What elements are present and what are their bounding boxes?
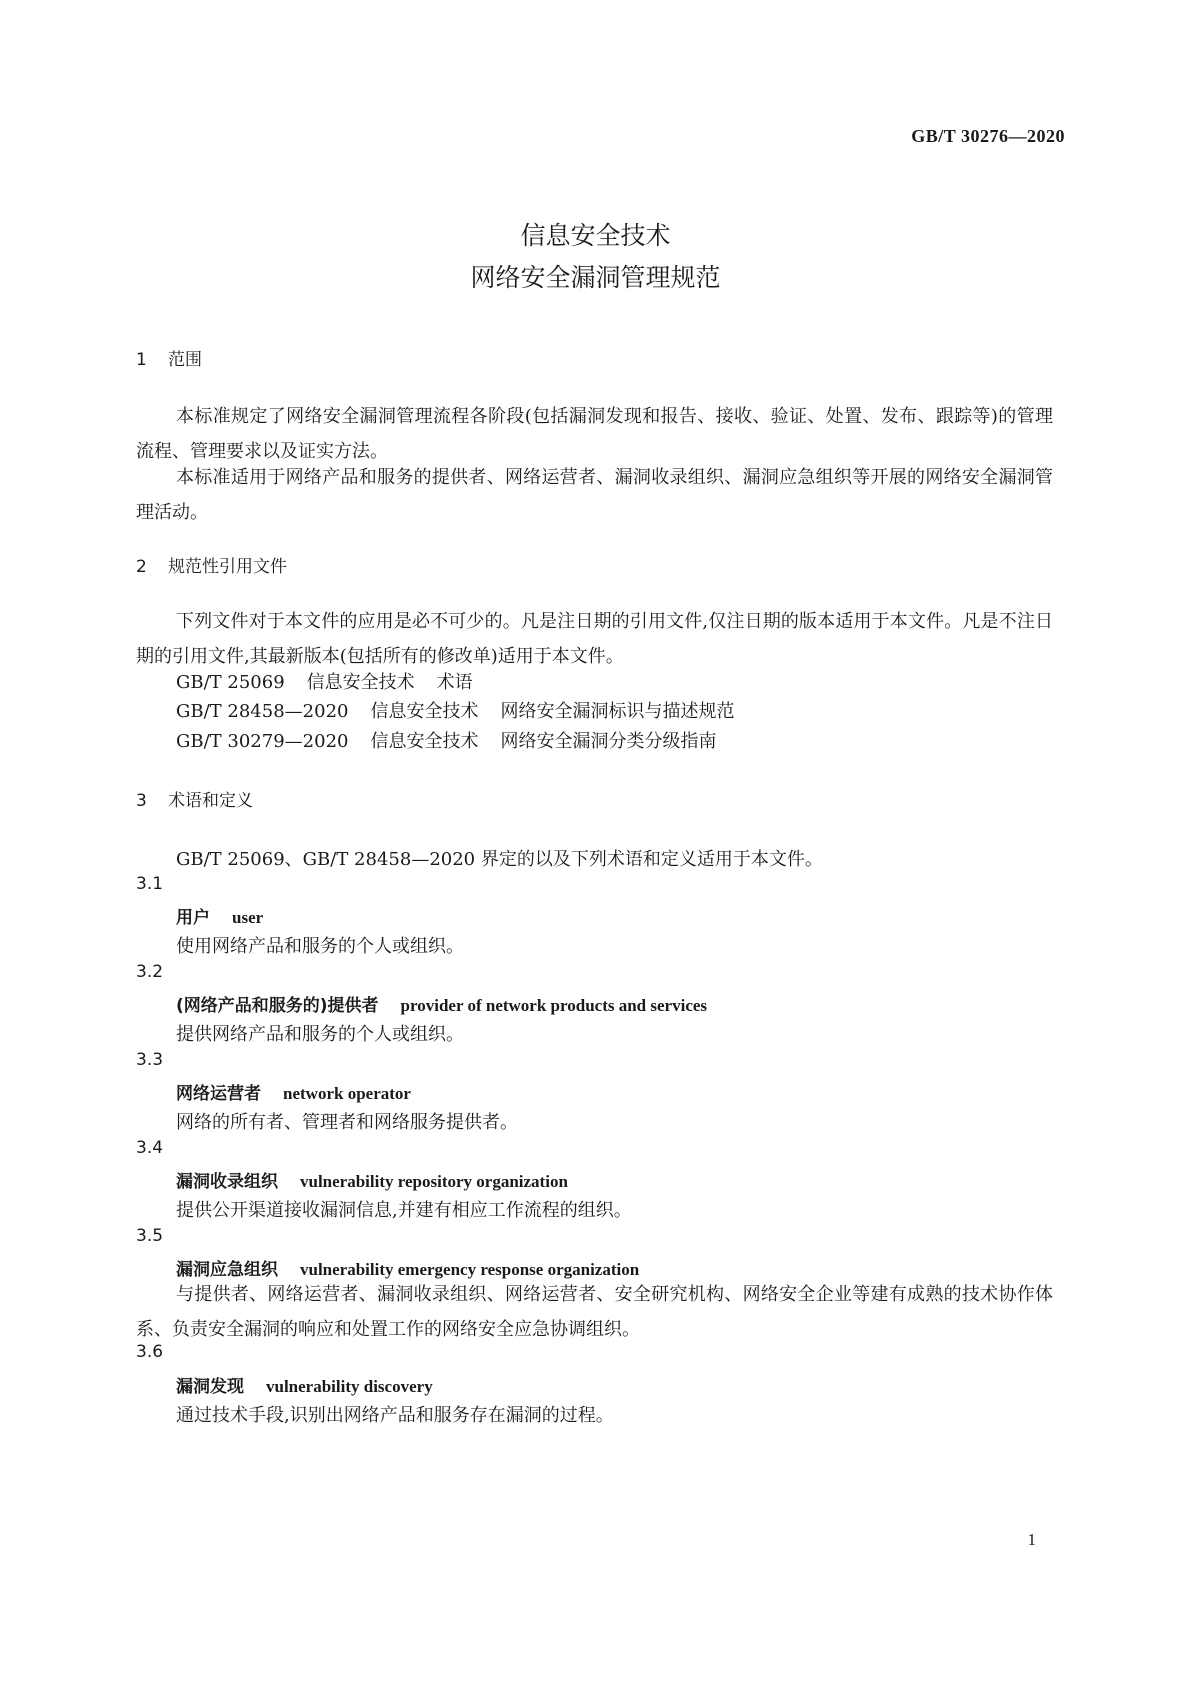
term-entry — [176, 991, 707, 1016]
section-heading-scope — [136, 345, 202, 370]
reference-code: GB/T 25069 — [176, 672, 285, 693]
reference-subtitle: 术语 — [436, 672, 473, 693]
term-entry — [176, 903, 263, 928]
reference-subtitle: 网络安全漏洞分类分级指南 — [500, 731, 717, 752]
term-definition: 通过技术手段,识别出网络产品和服务存在漏洞的过程。 — [176, 1405, 614, 1426]
reference-title: 信息安全技术 — [370, 701, 479, 722]
term-english: vulnerability emergency response organization — [300, 1260, 640, 1279]
section-heading-normative-references — [136, 552, 287, 577]
term-chinese: 漏洞收录组织 — [176, 1172, 278, 1192]
term-definition: 提供网络产品和服务的个人或组织。 — [176, 1024, 464, 1045]
page-number: 1 — [1027, 1530, 1036, 1549]
reference-subtitle: 网络安全漏洞标识与描述规范 — [500, 701, 735, 722]
term-english: provider of network products and services — [400, 996, 708, 1015]
section-title: 规范性引用文件 — [168, 557, 287, 577]
term-entry — [176, 1167, 568, 1192]
section-number: 3 — [136, 791, 147, 811]
section-heading-terms-definitions — [136, 786, 253, 811]
term-english: vulnerability discovery — [266, 1377, 433, 1396]
term-english: network operator — [283, 1084, 411, 1103]
term-number: 3.6 — [136, 1342, 164, 1362]
reference-title: 信息安全技术 — [306, 672, 415, 693]
term-chinese: (网络产品和服务的)提供者 — [176, 996, 379, 1016]
section-number: 2 — [136, 557, 147, 577]
term-definition: 使用网络产品和服务的个人或组织。 — [176, 936, 464, 957]
scope-paragraph-1: 本标准规定了网络安全漏洞管理流程各阶段(包括漏洞发现和报告、接收、验证、处置、发布、跟踪等)的管理流程、管理要求以及证实方法。 — [136, 406, 1053, 462]
section-title: 术语和定义 — [168, 791, 253, 811]
reference-code: GB/T 30279—2020 — [176, 731, 349, 752]
term-entry — [176, 1079, 411, 1104]
terms-intro-paragraph: GB/T 25069、GB/T 28458—2020 界定的以及下列术语和定义适用于本文件。 — [176, 849, 823, 870]
reference-title: 信息安全技术 — [370, 731, 479, 752]
term-number: 3.1 — [136, 874, 164, 894]
term-definition: 网络的所有者、管理者和网络服务提供者。 — [176, 1112, 518, 1133]
term-chinese: 网络运营者 — [176, 1084, 261, 1104]
term-chinese: 漏洞应急组织 — [176, 1260, 278, 1280]
references-intro-paragraph: 下列文件对于本文件的应用是必不可少的。凡是注日期的引用文件,仅注日期的版本适用于本文件。凡是不注日期的引用文件,其最新版本(包括所有的修改单)适用于本文件。 — [136, 611, 1053, 667]
term-number: 3.4 — [136, 1138, 164, 1158]
section-title: 范围 — [168, 350, 202, 370]
term-entry — [176, 1372, 433, 1397]
document-title-line2: 网络安全漏洞管理规范 — [470, 263, 721, 292]
reference-item — [176, 727, 716, 753]
reference-code: GB/T 28458—2020 — [176, 701, 349, 722]
term-definition: 提供公开渠道接收漏洞信息,并建有相应工作流程的组织。 — [176, 1200, 632, 1221]
term-number: 3.2 — [136, 962, 164, 982]
term-english: vulnerability repository organization — [300, 1172, 568, 1191]
term-number: 3.3 — [136, 1050, 164, 1070]
term-chinese: 漏洞发现 — [176, 1377, 244, 1397]
term-chinese: 用户 — [176, 908, 210, 928]
scope-paragraph-2: 本标准适用于网络产品和服务的提供者、网络运营者、漏洞收录组织、漏洞应急组织等开展的网络安全漏洞管理活动。 — [136, 467, 1053, 523]
reference-item — [176, 668, 473, 694]
term-number: 3.5 — [136, 1226, 164, 1246]
section-number: 1 — [136, 350, 147, 370]
term-definition: 与提供者、网络运营者、漏洞收录组织、网络运营者、安全研究机构、网络安全企业等建有成熟的技术协作体系、负责安全漏洞的响应和处置工作的网络安全应急协调组织。 — [136, 1284, 1053, 1340]
standard-code: GB/T 30276—2020 — [911, 126, 1065, 146]
term-english: user — [232, 908, 264, 927]
document-title-line1: 信息安全技术 — [520, 221, 671, 250]
reference-item — [176, 697, 734, 723]
